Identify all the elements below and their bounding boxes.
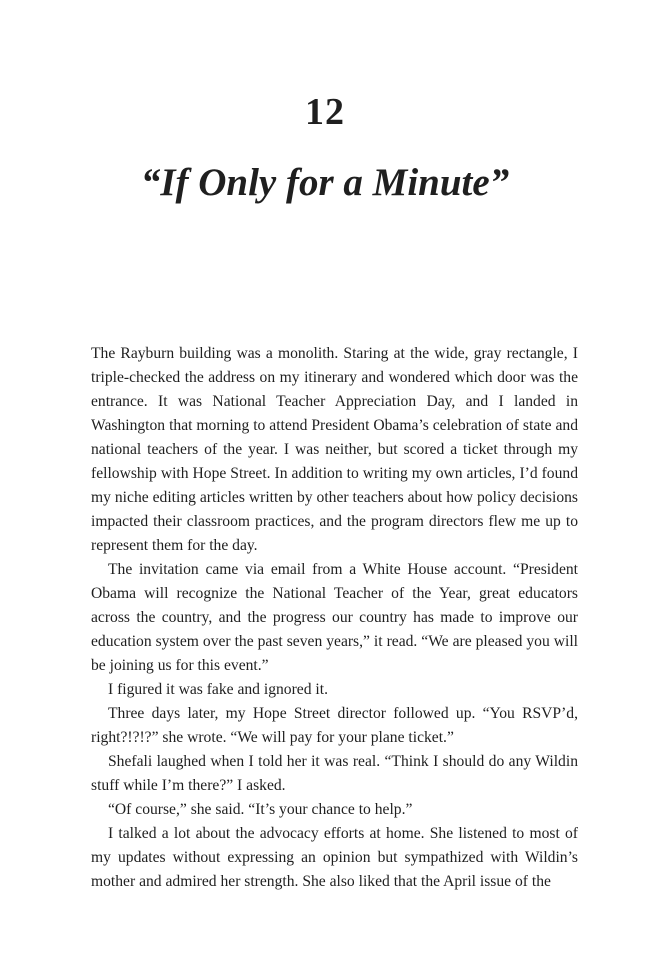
chapter-title: “If Only for a Minute” xyxy=(140,161,510,204)
paragraph: Shefali laughed when I told her it was real. “Think I should do any Wildin stuff while I’m there?” I asked. xyxy=(91,753,578,794)
paragraph: The invitation came via email from a White House account. “President Obama will recognize the National Teacher of the Year, great educators across the country, and the progress our country has made to improve our education system over the past seven years,” it read. “We are pleased you will be joining us for this event.” xyxy=(91,561,578,674)
paragraph: Three days later, my Hope Street director followed up. “You RSVP’d, right?!?!?” she wrote. “We will pay for your plane ticket.” xyxy=(91,705,578,746)
paragraph: I talked a lot about the advocacy efforts at home. She listened to most of my updates without expressing an opinion but sympathized with Wildin’s mother and admired her strength. She also liked that the April issue of the xyxy=(91,825,578,890)
paragraph: “Of course,” she said. “It’s your chance to help.” xyxy=(108,801,413,818)
chapter-number: 12 xyxy=(305,91,345,133)
paragraph: I figured it was fake and ignored it. xyxy=(108,681,328,698)
chapter-body xyxy=(91,342,578,894)
paragraph: The Rayburn building was a monolith. Staring at the wide, gray rectangle, I triple-checked the address on my itinerary and wondered which door was the entrance. It was National Teacher Appreciation Day, and I landed in Washington that morning to attend President Obama’s celebration of state and national teachers of the year. I was neither, but scored a ticket through my fellowship with Hope Street. In addition to writing my own articles, I’d found my niche editing articles written by other teachers about how policy decisions impacted their classroom practices, and the program directors flew me up to represent them for the day. xyxy=(91,345,578,554)
